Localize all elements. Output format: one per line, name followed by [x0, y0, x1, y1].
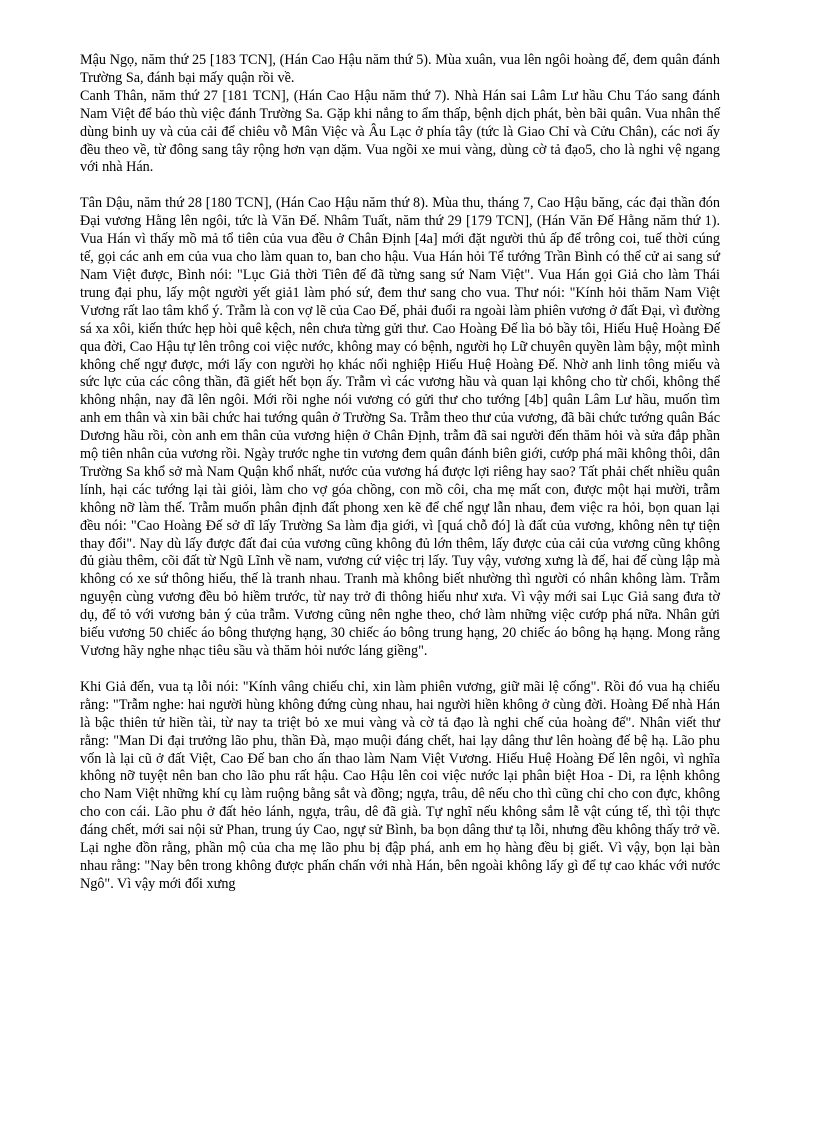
paragraph-khi-gia-den: Khi Giả đến, vua tạ lỗi nói: "Kính vâng chiếu chỉ, xin làm phiên vương, giữ mãi lệ cống". Rồi đó vua hạ chiếu rằng: "Trẫm nghe: hai người hùng không đứng cùng nhau, hai người hiền không ở cùng đời. Hoàng Đế nhà Hán là bậc thiên tử hiền tài, từ nay ta triệt bỏ xe mui vàng và cờ tả đạo là nghi chế của hoàng đế". Nhân viết thư rằng: "Man Di đại trưởng lão phu, thần Đà, mạo muội đáng chết, hai lạy dâng thư lên hoàng đế bệ hạ. Lão phu vốn là lại cũ ở đất Việt, Cao Đế ban cho ấn thao làm Nam Việt Vương. Hiếu Huệ Hoàng Đế lên ngôi, vì nghĩa không nỡ tuyệt nên ban cho lão phu rất hậu. Cao Hậu lên coi việc nước lại phân biệt Hoa - Di, ra lệnh không cho Nam Việt những khí cụ làm ruộng bằng sắt và đồng; ngựa, trâu, dê nếu cho thì cũng chỉ cho con đực, không cho con cái. Lão phu ở đất hẻo lánh, ngựa, trâu, dê đã già. Tự nghĩ nếu không sắm lễ vật cúng tế, thì tội thực đáng chết, mới sai nội sử Phan, trung úy Cao, ngự sử Bình, ba bọn dâng thư tạ lỗi, nhưng đều không thấy trở về. Lại nghe đồn rằng, phần mộ của cha mẹ lão phu bị đập phá, anh em họ hàng đều bị giết. Vì vậy, bọn lại bàn nhau rằng: "Nay bên trong không được phấn chấn với nhà Hán, bên ngoài không lấy gì để tự cao khác với nước Ngô". Vì vậy mới đổi xưng [80, 678, 720, 892]
paragraph-tan-dau: Tân Dậu, năm thứ 28 [180 TCN], (Hán Cao Hậu năm thứ 8). Mùa thu, tháng 7, Cao Hậu băng, các đại thần đón Đại vương Hằng lên ngôi, tức là Văn Đế. Nhâm Tuất, năm thứ 29 [179 TCN], (Hán Văn Đế Hằng năm thứ 1). Vua Hán vì thấy mồ mả tổ tiên của vua đều ở Chân Định [4a] mới đặt người thủ ấp để trông coi, tuế thời cúng tế, gọi các anh em của vua cho làm quan to, ban cho hậu. Vua Hán hỏi Tể tướng Trần Bình có thể cử ai sang sứ Nam Việt được, Bình nói: "Lục Giả thời Tiên đế đã từng sang sứ Nam Việt". Vua Hán gọi Giả cho làm Thái trung đại phu, lấy một người yết giả1 làm phó sứ, đem thư sang cho vua. Thư nói: "Kính hỏi thăm Nam Việt Vương rất lao tâm khổ ý. Trẫm là con vợ lẽ của Cao Đế, phải đuổi ra ngoài làm phiên vương ở đất Đại, vì đường sá xa xôi, kiến thức hẹp hòi quê kệch, nên chưa từng gửi thư. Cao Hoàng Đế lìa bỏ bầy tôi, Hiếu Huệ Hoàng Đế qua đời, Cao Hậu tự lên trông coi việc nước, không may có bệnh, người họ Lữ chuyên quyền làm bậy, một mình không chế ngự được, mới lấy con người họ khác nối nghiệp Hiếu Huệ Hoàng Đế. Nhờ anh linh tông miếu và sức lực của các công thần, đã giết hết bọn ấy. Trẫm vì các vương hầu và quan lại không cho từ chối, không thể không nhận, nay đã lên ngôi. Mới rồi nghe nói vương có gửi thư cho tướng [4b] quân Lâm Lư hầu, muốn tìm anh em thân và xin bãi chức hai tướng quân ở Trường Sa. Trẫm theo thư của vương, đã bãi chức tướng quân Bác Dương hầu rồi, còn anh em thân của vương hiện ở Chân Định, trẫm đã sai người đến thăm hỏi và sửa đắp phần mộ tiên nhân của vương rồi. Ngày trước nghe tin vương đem quân đánh biên giới, cướp phá mãi không thôi, dân Trường Sa khổ sở mà Nam Quận khổ nhất, nước của vương há được lợi riêng hay sao? Tất phải chết nhiều quân lính, hại các tướng lại tài giỏi, làm cho vợ góa chồng, con mồ côi, cha mẹ mất con, được một hại mười, trẫm không nỡ làm thế. Trẫm muốn phân định đất phong xen kẽ để chế ngự lẫn nhau, đem việc ra hỏi, bọn quan lại đều nói: "Cao Hoàng Đế sở dĩ lấy Trường Sa làm địa giới, vì [quá chỗ đó] là đất của vương, không nên tự tiện thay đổi". Nay dù lấy được đất đai của vương cũng không đủ lớn thêm, lấy được của cải của vương cũng không đủ giàu thêm, cõi đất từ Ngũ Lĩnh về nam, vương cứ việc trị lấy. Tuy vậy, vương xưng là đế, hai đế cùng lập mà không có xe sứ thông hiếu, thế là tranh nhau. Tranh mà không biết nhường thì người có nhân không làm. Trẫm nguyện cùng vương đều bỏ hiềm trước, từ nay trở đi thông hiếu như xưa. Vì vậy mới sai Lục Giả sang đưa tờ dụ, để tỏ với vương bản ý của trẫm. Vương cũng nên nghe theo, chớ làm những việc cướp phá nữa. Nhân gửi biếu vương 50 chiếc áo bông thượng hạng, 30 chiếc áo bông trung hạng, 20 chiếc áo bông hạ hạng. Mong rằng Vương hãy nghe nhạc tiêu sầu và thăm hỏi nước láng giềng". [80, 195, 720, 659]
paragraph-canh-than: Canh Thân, năm thứ 27 [181 TCN], (Hán Cao Hậu năm thứ 7). Nhà Hán sai Lâm Lư hầu Chu Táo sang đánh Nam Việt để báo thù việc đánh Trường Sa. Gặp khi nắng to ẩm thấp, bệnh dịch phát, bèn bãi quân. Vua nhân thế dùng binh uy và của cải để chiêu vỗ Mân Việc và Âu Lạc ở phía tây (tức là Giao Chỉ và Cửu Chân), các nơi ấy đều theo về, từ đông sang tây rộng hơn vạn dặm. Vua ngồi xe mui vàng, dùng cờ tả đạo5, cho là nghi vệ ngang với nhà Hán. [80, 87, 720, 176]
paragraph-gap [80, 661, 720, 679]
paragraph-mau-ngo: Mậu Ngọ, năm thứ 25 [183 TCN], (Hán Cao Hậu năm thứ 5). Mùa xuân, vua lên ngôi hoàng đế, đem quân đánh Trường Sa, đánh bại mấy quận rồi về. [80, 52, 720, 86]
paragraph-gap [80, 177, 720, 195]
document-page [80, 52, 720, 894]
